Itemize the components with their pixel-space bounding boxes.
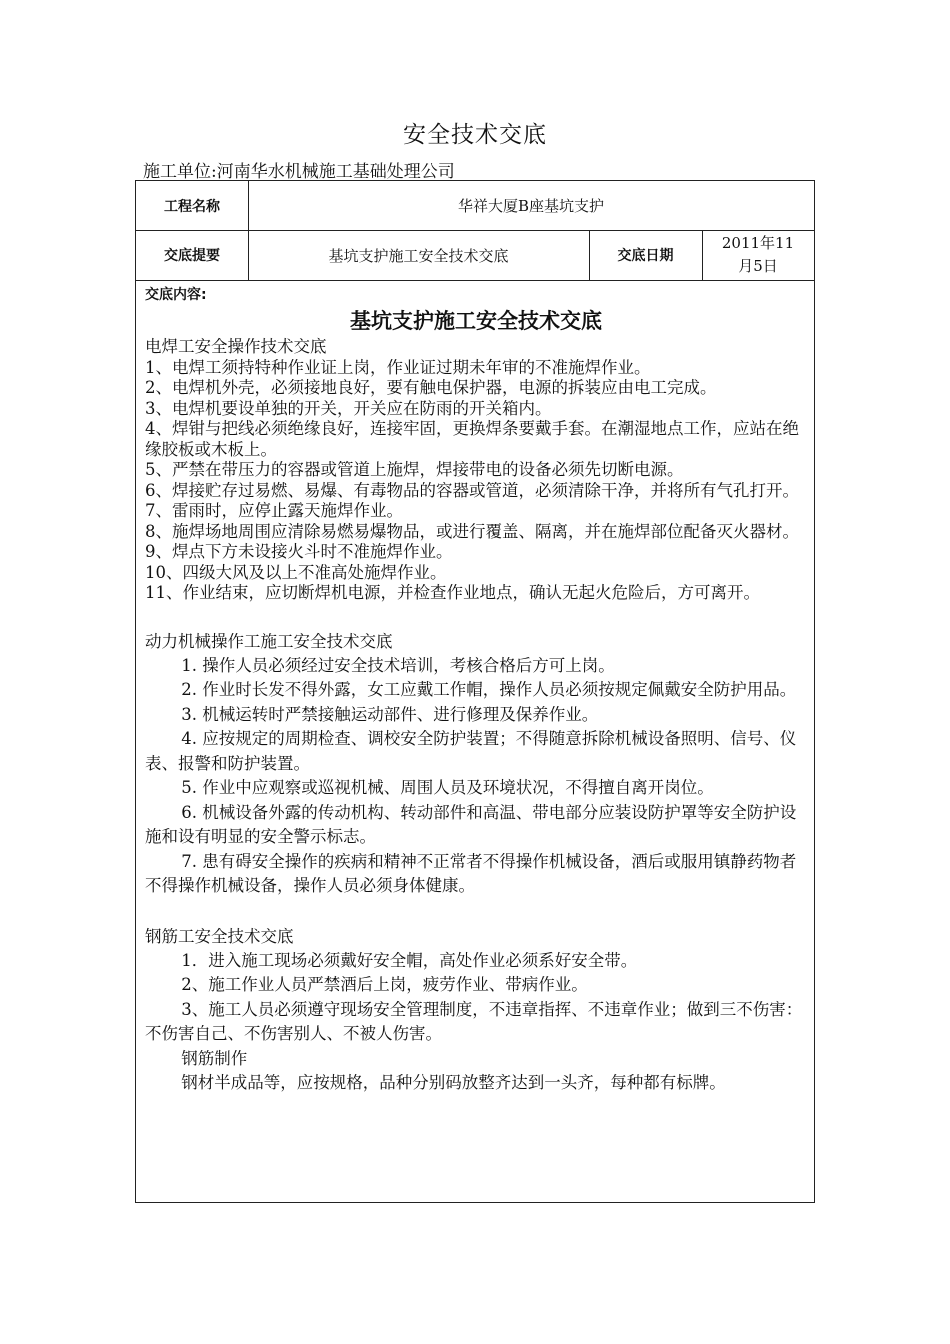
project-name-value: 华祥大厦B座基坑支护 [457, 197, 605, 215]
table-divider [136, 280, 814, 281]
list-item: 11、作业结束，应切断焊机电源，并检查作业地点，确认无起火危险后，方可离开。 [145, 583, 760, 602]
list-item: 7、雷雨时，应停止露天施焊作业。 [145, 501, 403, 520]
list-item: 9、焊点下方未设接火斗时不准施焊作业。 [145, 542, 453, 561]
list-item: 5、严禁在带压力的容器或管道上施焊，焊接带电的设备必须先切断电源。 [145, 460, 684, 479]
date-value-line2: 月5日 [738, 257, 778, 275]
list-item: 4、焊钳与把线必须绝缘良好，连接牢固，更换焊条要戴手套。在潮湿地点工作，应站在绝缘胶板或木板上。 [145, 419, 799, 459]
list-item: 6. 机械设备外露的传动机构、转动部件和高温、带电部分应装设防护罩等安全防护设施和设有明显的安全警示标志。 [145, 802, 797, 846]
list-item: 3、施工人员必须遵守现场安全管理制度，不违章指挥、不违章作业；做到三不伤害：不伤害自己、不伤害别人、不被人伤害。 [145, 999, 803, 1043]
list-item: 5. 作业中应观察或巡视机械、周围人员及环境状况，不得擅自离开岗位。 [181, 778, 714, 797]
project-name-label: 工程名称 [164, 198, 220, 215]
section-heading: 钢筋工安全技术交底 [145, 926, 294, 946]
section-spacer [145, 604, 807, 630]
section-spacer [145, 899, 807, 925]
list-item: 6、焊接贮存过易燃、易爆、有毒物品的容器或管道，必须清除干净，并将所有气孔打开。 [145, 480, 799, 500]
list-item: 钢筋制作 [181, 1048, 248, 1068]
list-item: 8、施焊场地周围应清除易燃易爆物品，或进行覆盖、隔离，并在施焊部位配备灭火器材。 [145, 521, 799, 541]
document-title: 基坑支护施工安全技术交底 [350, 309, 602, 333]
list-item: 10、四级大风及以上不准高处施焊作业。 [145, 562, 447, 582]
list-item: 4. 应按规定的周期检查、调校安全防护装置；不得随意拆除机械设备照明、信号、仪表、报警和防护装置。 [145, 729, 797, 773]
section-heading: 电焊工安全操作技术交底 [145, 337, 327, 356]
handover-content [145, 285, 807, 1096]
list-item: 7. 患有碍安全操作的疾病和精神不正常者不得操作机械设备，酒后或服用镇静药物者不得操作机械设备，操作人员必须身体健康。 [145, 851, 797, 895]
list-item: 1. 操作人员必须经过安全技术培训，考核合格后方可上岗。 [181, 655, 615, 675]
rebar-section [145, 925, 807, 1096]
section-heading: 动力机械操作工施工安全技术交底 [145, 631, 393, 651]
date-value-line1: 2011年11 [721, 234, 795, 252]
list-item: 3、电焊机要设单独的开关，开关应在防雨的开关箱内。 [145, 398, 552, 418]
page-title: 安全技术交底 [403, 122, 547, 148]
construction-unit: 施工单位:河南华水机械施工基础处理公司 [143, 162, 455, 182]
date-value [702, 230, 814, 280]
list-item: 3. 机械运转时严禁接触运动部件、进行修理及保养作业。 [181, 704, 599, 724]
machinery-section [145, 630, 807, 899]
list-item: 2. 作业时长发不得外露，女工应戴工作帽，操作人员必须按规定佩戴安全防护用品。 [181, 680, 797, 699]
list-item: 2、施工作业人员严禁酒后上岗，疲劳作业、带病作业。 [181, 975, 588, 994]
list-item: 钢材半成品等，应按规格，品种分别码放整齐达到一头齐，每种都有标牌。 [181, 1073, 726, 1092]
handover-form [135, 180, 815, 1203]
summary-label: 交底提要 [164, 248, 220, 264]
list-item: 1．进入施工现场必须戴好安全帽，高处作业必须系好安全带。 [181, 950, 638, 970]
list-item: 2、电焊机外壳，必须接地良好，要有触电保护器，电源的拆装应由电工完成。 [145, 378, 717, 397]
date-label: 交底日期 [617, 248, 674, 264]
content-label: 交底内容: [145, 287, 207, 303]
welding-section [145, 337, 807, 604]
list-item: 1、电焊工须持特种作业证上岗，作业证过期未年审的不准施焊作业。 [145, 357, 651, 377]
summary-value: 基坑支护施工安全技术交底 [328, 246, 509, 265]
